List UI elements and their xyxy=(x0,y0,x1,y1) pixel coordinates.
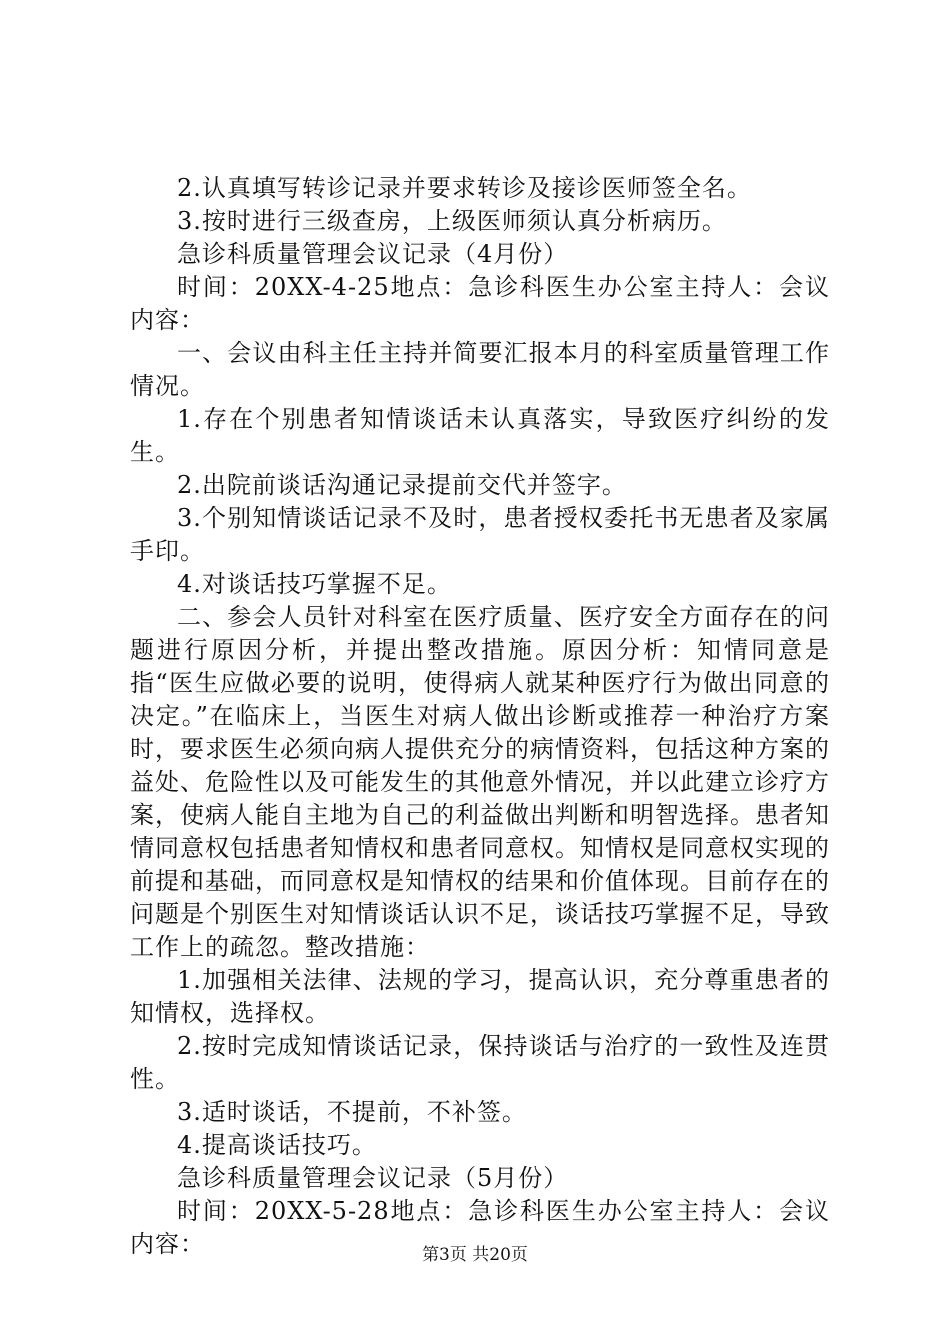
list-item-2: 2.出院前谈话沟通记录提前交代并签字。 xyxy=(177,471,627,499)
section-heading-april: 急诊科质量管理会议记录（4月份） xyxy=(177,240,569,268)
paragraph-section-two: 二、参会人员针对科室在医疗质量、医疗安全方面存在的问题进行原因分析，并提出整改措施。原因分析：知情同意是指“医生应做必要的说明，使得病人就某种医疗行为做出同意的决定。”在临床上，当医生对病人做出诊断或推荐一种治疗方案时，要求医生必须向病人提供充分的病情资料，包括这种方案的益处、危险性以及可能发生的其他意外情况，并以此建立诊疗方案，使病人能自主地为自己的利益做出判断和明智选择。患者知情同意权包括患者知情权和患者同意权。知情权是同意权实现的前提和基础，而同意权是知情权的结果和价值体现。目前存在的问题是个别医生对知情谈话认识不足，谈话技巧掌握不足，导致工作上的疏忽。整改措施： xyxy=(130,603,830,961)
section-heading-may: 急诊科质量管理会议记录（5月份） xyxy=(177,1164,569,1192)
list-item-3: 3.个别知情谈话记录不及时，患者授权委托书无患者及家属手印。 xyxy=(130,504,830,565)
paragraph-ward-rounds: 3.按时进行三级查房，上级医师须认真分析病历。 xyxy=(177,207,727,235)
list-item-4: 4.对谈话技巧掌握不足。 xyxy=(177,570,452,598)
meeting-info-may: 时间：20XX-5-28地点：急诊科医生办公室主持人：会议内容： xyxy=(130,1197,830,1258)
measure-item-3: 3.适时谈话，不提前，不补签。 xyxy=(177,1098,527,1126)
paragraph-section-one: 一、会议由科主任主持并简要汇报本月的科室质量管理工作情况。 xyxy=(130,339,830,400)
measure-item-1: 1.加强相关法律、法规的学习，提高认识，充分尊重患者的知情权，选择权。 xyxy=(130,966,830,1027)
list-item-1: 1.存在个别患者知情谈话未认真落实，导致医疗纠纷的发生。 xyxy=(130,405,830,466)
measure-item-2: 2.按时完成知情谈话记录，保持谈话与治疗的一致性及连贯性。 xyxy=(130,1032,830,1093)
meeting-info-april: 时间：20XX-4-25地点：急诊科医生办公室主持人：会议内容： xyxy=(130,273,830,334)
measure-item-4: 4.提高谈话技巧。 xyxy=(177,1131,377,1159)
paragraph-referral-record: 2.认真填写转诊记录并要求转诊及接诊医师签全名。 xyxy=(177,174,752,202)
document-body xyxy=(130,172,830,1261)
page-number-footer: 第3页 共20页 xyxy=(422,1245,528,1265)
